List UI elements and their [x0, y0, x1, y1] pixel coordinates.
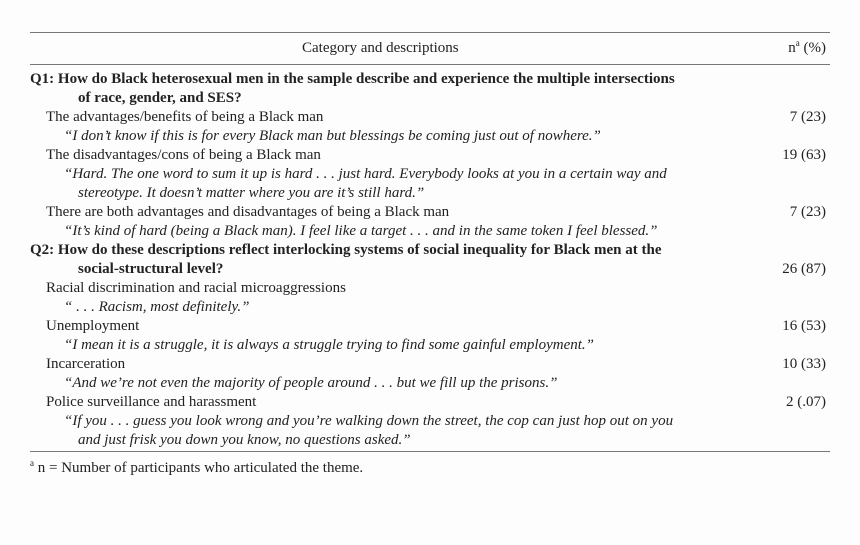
quote-line: “I don’t know if this is for every Black man but blessings be coming just out of nowhere.”: [64, 128, 601, 144]
q1-item-1-value: 7 (23): [789, 109, 826, 125]
q2-item-3-quote: [30, 374, 764, 393]
table-footnote: [30, 460, 363, 477]
q1-item-2-quote: [30, 165, 764, 203]
quote-line: “It’s kind of hard (being a Black man). I feel like a target . . . and in the same token I feel blessed.”: [64, 223, 658, 239]
header-rule: [30, 64, 830, 65]
q2-item-2-quote: [30, 336, 764, 355]
header-n-label: n: [788, 40, 796, 56]
header-category: Category and descriptions: [302, 40, 459, 56]
q2-line-2: social-structural level?: [78, 261, 224, 277]
q1-item-3-quote: [30, 222, 764, 241]
table-top-rule: [30, 32, 830, 33]
q1-item-1-quote: [30, 127, 764, 146]
q2-line-1: Q2: How do these descriptions reflect interlocking systems of social inequality for Black men at the: [30, 242, 662, 258]
q2-heading: [30, 241, 745, 279]
q2-item-4-value: 2 (.07): [786, 394, 826, 410]
quote-line: “If you . . . guess you look wrong and you’re walking down the street, the cop can just hop out on you: [64, 413, 674, 429]
header-n-percent: [788, 40, 826, 57]
q2-item-4-quote: [30, 412, 764, 450]
q1-heading: [30, 70, 745, 108]
q1-item-3-category: There are both advantages and disadvantages of being a Black man: [46, 204, 450, 220]
quote-line: “Hard. The one word to sum it up is hard . . . just hard. Everybody looks at you in a certain way and: [64, 166, 667, 182]
q2-item-2-value: 16 (53): [782, 318, 826, 334]
quote-line: “I mean it is a struggle, it is always a struggle trying to find some gainful employment.”: [64, 337, 594, 353]
q2-value: 26 (87): [782, 261, 826, 277]
quote-line-continued: and just frisk you down you know, no questions asked.”: [78, 432, 411, 448]
quote-line: “And we’re not even the majority of people around . . . but we fill up the prisons.”: [64, 375, 558, 391]
footnote-text: n = Number of participants who articulated the theme.: [34, 460, 364, 476]
quote-line-continued: stereotype. It doesn’t matter where you are it’s still hard.”: [78, 185, 425, 201]
q2-item-1-quote: [30, 298, 764, 317]
q1-line-2: of race, gender, and SES?: [78, 90, 242, 106]
q2-item-3-value: 10 (33): [782, 356, 826, 372]
header-n-suffix: (%): [799, 40, 826, 56]
q2-item-1-category: Racial discrimination and racial microaggressions: [46, 280, 346, 296]
header-n-superscript: a: [795, 38, 800, 48]
quote-line: “ . . . Racism, most definitely.”: [64, 299, 250, 315]
q2-item-4-category: Police surveillance and harassment: [46, 394, 257, 410]
footnote-marker: a: [30, 458, 34, 468]
q1-item-1-category: The advantages/benefits of being a Black man: [46, 109, 324, 125]
q2-item-3-category: Incarceration: [46, 356, 126, 372]
table-bottom-rule: [30, 451, 830, 452]
q1-item-2-value: 19 (63): [782, 147, 826, 163]
q1-item-2-category: The disadvantages/cons of being a Black man: [46, 147, 321, 163]
q1-line-1: Q1: How do Black heterosexual men in the sample describe and experience the multiple intersections: [30, 71, 675, 87]
q2-item-2-category: Unemployment: [46, 318, 140, 334]
q1-item-3-value: 7 (23): [789, 204, 826, 220]
